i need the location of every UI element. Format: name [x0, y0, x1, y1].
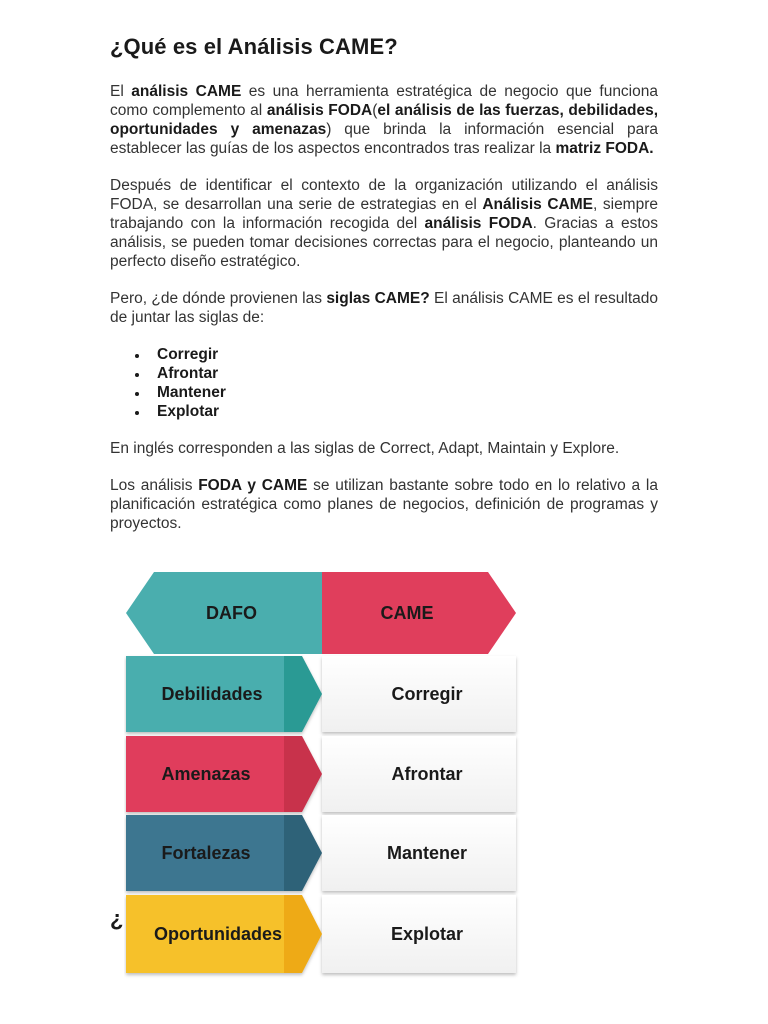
row-left-label: Oportunidades	[153, 924, 282, 944]
text: Pero, ¿de dónde provienen las	[110, 290, 327, 307]
bold-text: análisis CAME	[131, 83, 242, 100]
row-right-label: Mantener	[386, 843, 467, 863]
text: El	[110, 83, 132, 100]
text: , siempre trabajando con la información recogida del	[110, 196, 659, 232]
list-item: Afrontar	[157, 364, 658, 383]
page-title: ¿Qué es el Análisis CAME?	[110, 34, 398, 59]
came-list	[110, 345, 658, 421]
header-dafo-label: DAFO	[206, 603, 257, 623]
header-came-label: CAME	[380, 603, 434, 623]
row-left-label: Fortalezas	[161, 843, 251, 863]
bold-text: el análisis de las fuerzas, debilidades, oportunidades y amenazas	[110, 102, 658, 138]
paragraph-siglas	[110, 289, 658, 327]
row-left-label: Amenazas	[161, 764, 251, 784]
row-right-label: Explotar	[390, 924, 464, 944]
paragraph-english: En inglés corresponden a las siglas de Correct, Adapt, Maintain y Explore.	[110, 440, 620, 457]
bold-text: FODA y CAME	[198, 477, 308, 494]
list-item: Mantener	[157, 383, 658, 402]
bold-text: análisis FODA	[266, 102, 373, 119]
text: se utilizan bastante sobre todo en lo relativo a la planificación estratégica como planes de negocios, definición de programas y proyectos.	[110, 477, 659, 532]
bold-text: análisis FODA	[424, 215, 533, 232]
text: Después de identificar el contexto de la organización utilizando el análisis FODA, se desarrollan una serie de estrategias en el	[110, 177, 658, 213]
list-item: Corregir	[157, 345, 658, 364]
bold-text: siglas CAME?	[326, 290, 430, 307]
text: ) que brinda la información esencial para establecer las guías de los aspectos encontrados tras realizar la	[110, 121, 658, 157]
text: El análisis CAME es el resultado de juntar las siglas de:	[110, 290, 658, 326]
text: . Gracias a estos análisis, se pueden tomar decisiones correctas para el negocio, planteando un perfecto diseño estratégico.	[110, 215, 658, 270]
row-right-label: Corregir	[391, 684, 463, 704]
row-right-label: Afrontar	[391, 764, 463, 784]
paragraph-intro	[110, 82, 658, 158]
dafo-came-diagram	[124, 572, 520, 982]
article	[110, 34, 658, 551]
stray-question-mark: ¿	[110, 906, 124, 931]
bold-text: matriz FODA.	[555, 140, 654, 157]
row-left-label: Debilidades	[161, 684, 263, 704]
text: es una herramienta estratégica de negocio que funciona como complemento al	[110, 83, 658, 119]
paragraph-context	[110, 176, 658, 271]
text: (	[372, 102, 378, 119]
text: Los análisis	[110, 477, 199, 494]
bold-text: Análisis CAME	[482, 196, 593, 213]
paragraph-usage	[110, 476, 658, 533]
list-item: Explotar	[157, 402, 658, 421]
